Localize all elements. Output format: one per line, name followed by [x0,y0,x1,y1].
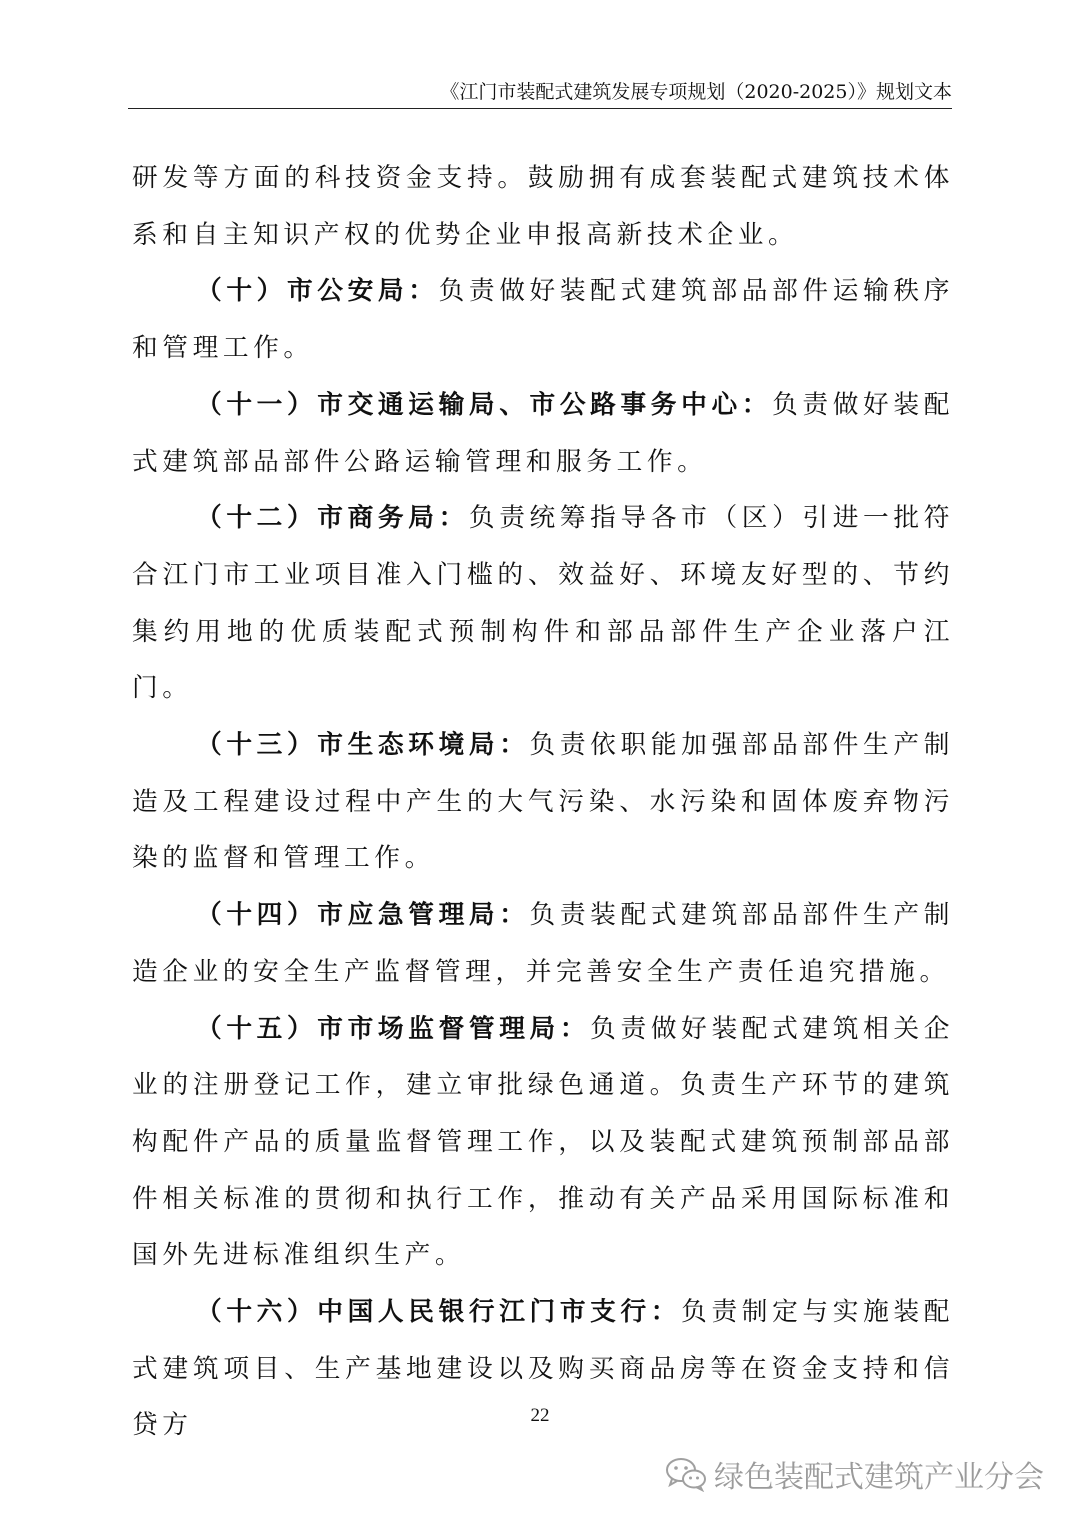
paragraph-continued [132,150,954,263]
paragraph-city-public-security [132,263,954,376]
paragraph-city-market-regulation [132,1001,954,1285]
paragraph-lead: （十三）市生态环境局： [196,730,530,761]
paragraph-text: 负责做好装配式建筑部品部件公路运输管理和服务工作。 [132,389,954,477]
paragraph-lead: （十四）市应急管理局： [196,900,530,931]
paragraph-text: 负责统筹指导各市（区）引进一批符合江门市工业项目准入门槛的、效益好、环境友好型的、节约集约用地的优质装配式预制构件和部品部件生产企业落户江门。 [132,503,954,704]
page-number: 22 [530,1405,550,1426]
paragraph-city-transport [132,377,954,490]
paragraph-text: 负责制定与实施装配式建筑项目、生产基地建设以及购买商品房等在资金支持和信贷方 [132,1297,954,1441]
paragraph-lead: （十）市公安局： [196,276,439,307]
paragraph-text: 负责装配式建筑部品部件生产制造企业的安全生产监督管理，并完善安全生产责任追究措施。 [132,900,954,987]
paragraph-lead: （十二）市商务局： [196,503,469,534]
paragraph-text: 负责做好装配式建筑相关企业的注册登记工作，建立审批绿色通道。负责生产环节的建筑构配件产品的质量监督管理工作，以及装配式建筑预制部品部件相关标准的贯彻和执行工作，推动有关产品采用国际标准和国外先进标准组织生产。 [132,1013,954,1271]
paragraph-text: 研发等方面的科技资金支持。鼓励拥有成套装配式建筑技术体系和自主知识产权的优势企业申报高新技术企业。 [132,163,954,250]
paragraph-lead: （十六）中国人民银行江门市支行： [196,1297,682,1328]
paragraph-city-emergency [132,887,954,1000]
header-rule [128,108,952,109]
paragraph-city-ecology [132,717,954,887]
wechat-icon [664,1456,708,1492]
document-body [132,150,954,1454]
paragraph-text: 负责依职能加强部品部件生产制造及工程建设过程中产生的大气污染、水污染和固体废弃物污染的监督和管理工作。 [132,730,954,874]
paragraph-lead: （十五）市市场监督管理局： [196,1013,591,1044]
paragraph-city-commerce [132,490,954,717]
paragraph-text: 负责做好装配式建筑部品部件运输秩序和管理工作。 [132,276,954,364]
paragraph-pboc-branch [132,1284,954,1454]
page-header-title: 《江门市装配式建筑发展专项规划（2020-2025）》规划文本 [440,81,952,103]
paragraph-lead: （十一）市交通运输局、市公路事务中心： [196,389,773,420]
watermark [664,1452,1044,1496]
watermark-text: 绿色装配式建筑产业分会 [714,1460,1044,1495]
